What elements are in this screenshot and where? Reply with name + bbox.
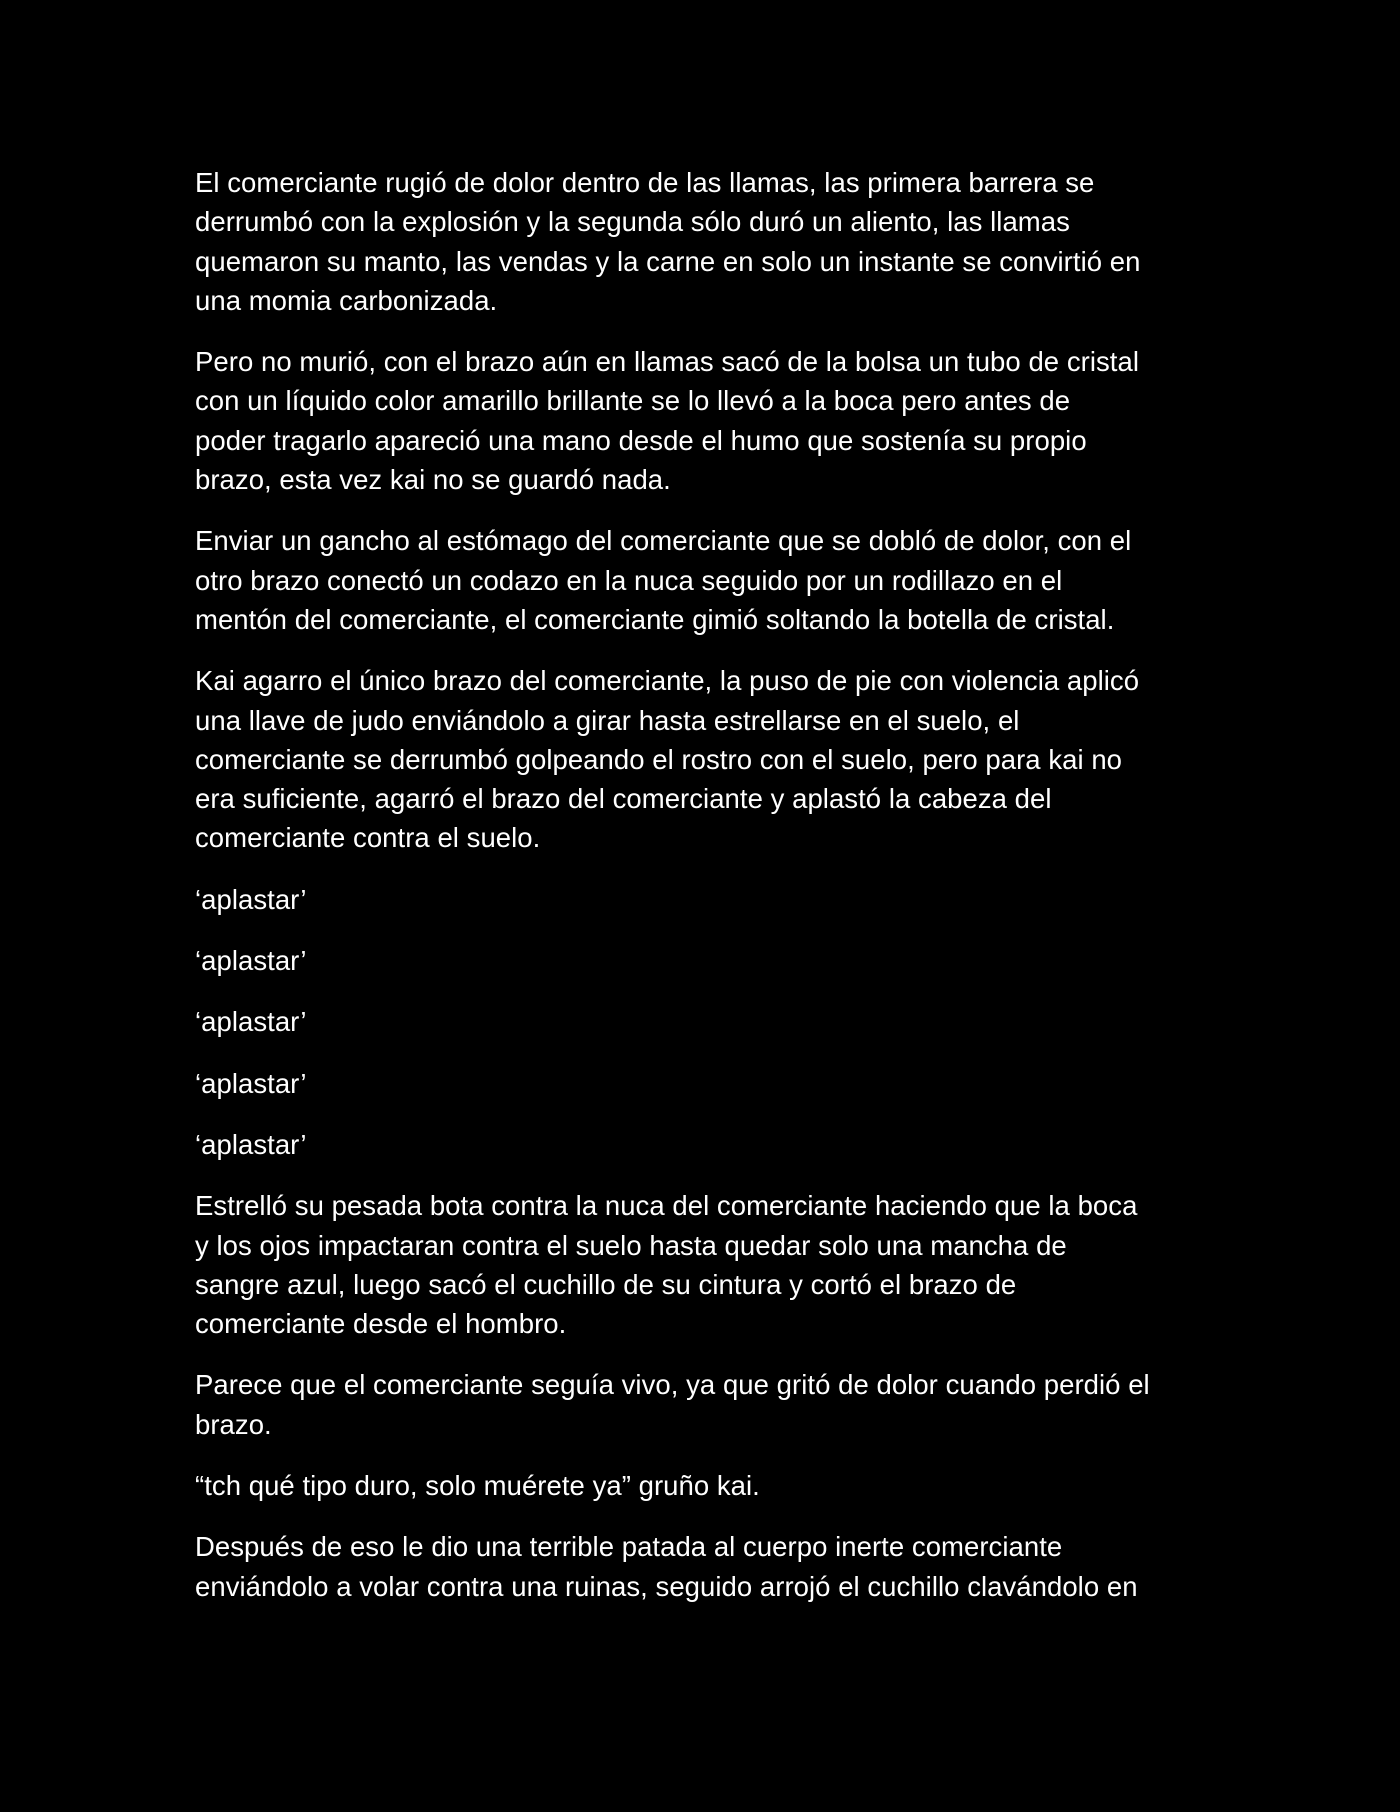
text-line: Estrelló su pesada bota contra la nuca del comerciante haciendo que la boca	[195, 1190, 1138, 1222]
text-line: enviándolo a volar contra una ruinas, seguido arrojó el cuchillo clavándolo en	[195, 1570, 1138, 1602]
paragraph-13	[195, 1527, 1225, 1606]
paragraph-9	[195, 1125, 1225, 1164]
text-line: brazo, esta vez kai no se guardó nada.	[195, 464, 671, 496]
text-line: ‘aplastar’	[195, 1006, 307, 1038]
paragraph-2	[195, 342, 1225, 499]
text-line: Parece que el comerciante seguía vivo, ya que gritó de dolor cuando perdió el	[195, 1369, 1150, 1401]
text-line: sangre azul, luego sacó el cuchillo de su cintura y cortó el brazo de	[195, 1268, 1017, 1300]
paragraph-7	[195, 1002, 1225, 1041]
text-line: El comerciante rugió de dolor dentro de las llamas, las primera barrera se	[195, 167, 1095, 198]
text-line: con un líquido color amarillo brillante se lo llevó a la boca pero antes de	[195, 385, 1071, 417]
paragraph-12	[195, 1466, 1225, 1505]
paragraph-1	[195, 163, 1225, 320]
text-line: poder tragarlo apareció una mano desde el humo que sostenía su propio	[195, 424, 1087, 456]
text-line: una momia carbonizada.	[195, 284, 498, 316]
text-line: ‘aplastar’	[195, 1128, 307, 1160]
text-line: ‘aplastar’	[195, 883, 307, 915]
text-line: quemaron su manto, las vendas y la carne en solo un instante se convirtió en	[195, 245, 1141, 277]
text-line: Pero no murió, con el brazo aún en llamas sacó de la bolsa un tubo de cristal	[195, 346, 1139, 378]
text-line: una llave de judo enviándolo a girar hasta estrellarse en el suelo, el	[195, 704, 1020, 736]
text-line: comerciante contra el suelo.	[195, 822, 541, 854]
document-page	[195, 163, 1225, 1628]
text-line: derrumbó con la explosión y la segunda sólo duró un aliento, las llamas	[195, 206, 1070, 238]
paragraph-6	[195, 941, 1225, 980]
paragraph-11	[195, 1365, 1225, 1444]
text-line: ‘aplastar’	[195, 1067, 307, 1099]
paragraph-10	[195, 1186, 1225, 1343]
text-line: “tch qué tipo duro, solo muérete ya” gruño kai.	[195, 1470, 760, 1502]
paragraph-8	[195, 1064, 1225, 1103]
text-line: Enviar un gancho al estómago del comerciante que se dobló de dolor, con el	[195, 525, 1132, 557]
text-line: ‘aplastar’	[195, 945, 307, 977]
text-line: era suficiente, agarró el brazo del comerciante y aplastó la cabeza del	[195, 783, 1052, 815]
text-line: mentón del comerciante, el comerciante gimió soltando la botella de cristal.	[195, 603, 1115, 635]
text-line: Después de eso le dio una terrible patada al cuerpo inerte comerciante	[195, 1531, 1063, 1563]
text-line: Kai agarro el único brazo del comerciante, la puso de pie con violencia aplicó	[195, 665, 1140, 697]
text-line: otro brazo conectó un codazo en la nuca seguido por un rodillazo en el	[195, 564, 1063, 596]
text-line: brazo.	[195, 1408, 272, 1440]
paragraph-4	[195, 661, 1225, 857]
paragraph-5	[195, 880, 1225, 919]
paragraph-3	[195, 521, 1225, 639]
text-line: y los ojos impactaran contra el suelo hasta quedar solo una mancha de	[195, 1229, 1067, 1261]
text-line: comerciante desde el hombro.	[195, 1308, 567, 1340]
text-line: comerciante se derrumbó golpeando el rostro con el suelo, pero para kai no	[195, 743, 1123, 775]
